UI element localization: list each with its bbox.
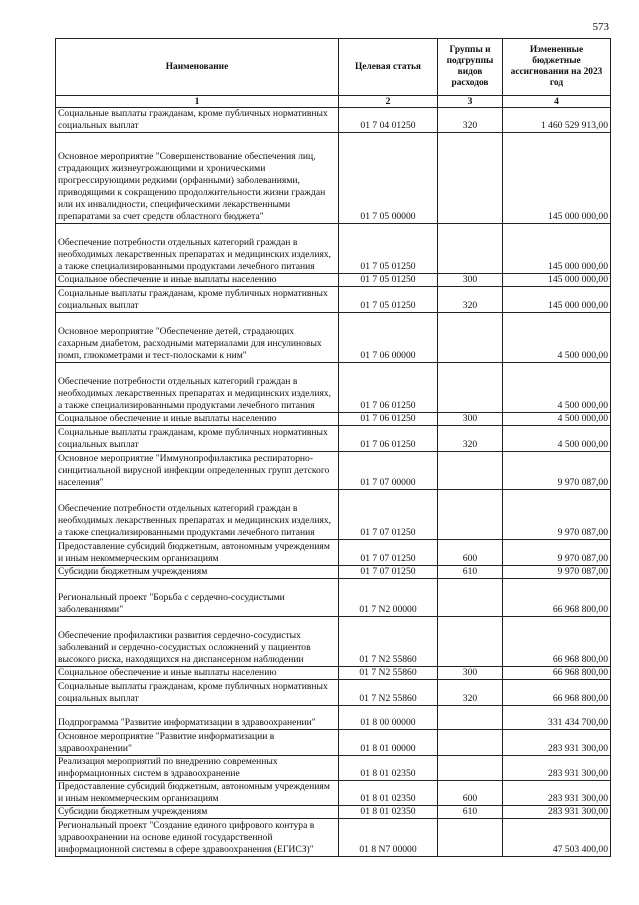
row-name: Обеспечение потребности отдельных категорий граждан в необходимых лекарственных препаратах и медицинских изделиях, а также специализированными продуктами лечебного питания bbox=[56, 224, 339, 274]
row-group-code bbox=[438, 490, 503, 540]
row-target-code: 01 8 01 00000 bbox=[339, 730, 438, 756]
table-row bbox=[56, 313, 611, 363]
row-amount: 1 460 529 913,00 bbox=[503, 108, 611, 133]
row-target-code: 01 8 01 02350 bbox=[339, 806, 438, 819]
row-target-code: 01 7 05 01250 bbox=[339, 274, 438, 287]
row-name: Предоставление субсидий бюджетным, автономным учреждениям и иным некоммерческим организациям bbox=[56, 540, 339, 566]
row-group-code: 600 bbox=[438, 781, 503, 806]
row-target-code: 01 7 07 00000 bbox=[339, 452, 438, 490]
row-target-code: 01 8 00 00000 bbox=[339, 706, 438, 730]
row-target-code: 01 8 01 02350 bbox=[339, 756, 438, 781]
row-group-code bbox=[438, 706, 503, 730]
row-amount: 66 968 800,00 bbox=[503, 680, 611, 706]
header-target: Целевая статья bbox=[339, 39, 438, 96]
row-amount: 283 931 300,00 bbox=[503, 806, 611, 819]
table-row bbox=[56, 680, 611, 706]
row-group-code bbox=[438, 730, 503, 756]
table-row bbox=[56, 426, 611, 452]
table-row bbox=[56, 756, 611, 781]
row-name: Обеспечение потребности отдельных категорий граждан в необходимых лекарственных препаратах и медицинских изделиях, а также специализированными продуктами лечебного питания bbox=[56, 363, 339, 413]
row-amount: 4 500 000,00 bbox=[503, 426, 611, 452]
row-group-code bbox=[438, 819, 503, 857]
row-name: Субсидии бюджетным учреждениям bbox=[56, 566, 339, 579]
row-target-code: 01 7 05 01250 bbox=[339, 287, 438, 313]
column-number: 1 bbox=[56, 96, 339, 108]
page-number: 573 bbox=[592, 21, 609, 33]
row-group-code bbox=[438, 313, 503, 363]
row-group-code: 610 bbox=[438, 566, 503, 579]
table-row bbox=[56, 413, 611, 426]
column-number: 2 bbox=[339, 96, 438, 108]
column-number: 4 bbox=[503, 96, 611, 108]
row-name: Обеспечение потребности отдельных категорий граждан в необходимых лекарственных препаратах и медицинских изделиях, а также специализированными продуктами лечебного питания bbox=[56, 490, 339, 540]
row-target-code: 01 7 07 01250 bbox=[339, 540, 438, 566]
row-name: Предоставление субсидий бюджетным, автономным учреждениям и иным некоммерческим организациям bbox=[56, 781, 339, 806]
row-target-code: 01 7 06 01250 bbox=[339, 413, 438, 426]
table-row bbox=[56, 540, 611, 566]
row-amount: 4 500 000,00 bbox=[503, 313, 611, 363]
row-group-code bbox=[438, 756, 503, 781]
row-target-code: 01 7 05 01250 bbox=[339, 224, 438, 274]
row-amount: 145 000 000,00 bbox=[503, 274, 611, 287]
header-groups: Группы и подгруппы видов расходов bbox=[438, 39, 503, 96]
row-name: Подпрограмма "Развитие информатизации в здравоохранении" bbox=[56, 706, 339, 730]
row-amount: 47 503 400,00 bbox=[503, 819, 611, 857]
row-name: Социальное обеспечение и иные выплаты населению bbox=[56, 667, 339, 680]
table-row bbox=[56, 224, 611, 274]
row-group-code: 320 bbox=[438, 680, 503, 706]
row-name: Основное мероприятие "Развитие информатизации в здравоохранении" bbox=[56, 730, 339, 756]
row-target-code: 01 7 07 01250 bbox=[339, 566, 438, 579]
row-target-code: 01 7 06 01250 bbox=[339, 426, 438, 452]
row-name: Социальные выплаты гражданам, кроме публичных нормативных социальных выплат bbox=[56, 680, 339, 706]
budget-table bbox=[55, 38, 611, 857]
row-amount: 66 968 800,00 bbox=[503, 579, 611, 617]
column-number: 3 bbox=[438, 96, 503, 108]
row-amount: 4 500 000,00 bbox=[503, 413, 611, 426]
row-name: Социальные выплаты гражданам, кроме публичных нормативных социальных выплат bbox=[56, 287, 339, 313]
row-amount: 9 970 087,00 bbox=[503, 452, 611, 490]
table-row bbox=[56, 490, 611, 540]
table-row bbox=[56, 452, 611, 490]
table-row bbox=[56, 667, 611, 680]
row-amount: 9 970 087,00 bbox=[503, 540, 611, 566]
row-target-code: 01 7 N2 55860 bbox=[339, 617, 438, 667]
row-name: Социальное обеспечение и иные выплаты населению bbox=[56, 413, 339, 426]
row-name: Региональный проект "Борьба с сердечно-сосудистыми заболеваниями" bbox=[56, 579, 339, 617]
table-row bbox=[56, 566, 611, 579]
table-row bbox=[56, 617, 611, 667]
row-amount: 331 434 700,00 bbox=[503, 706, 611, 730]
row-target-code: 01 7 07 01250 bbox=[339, 490, 438, 540]
table-row bbox=[56, 781, 611, 806]
row-name: Основное мероприятие "Иммунопрофилактика респираторно-синцитиальной вирусной инфекции определенных групп детского населения" bbox=[56, 452, 339, 490]
row-name: Социальные выплаты гражданам, кроме публичных нормативных социальных выплат bbox=[56, 108, 339, 133]
row-group-code bbox=[438, 133, 503, 224]
table-row bbox=[56, 133, 611, 224]
row-target-code: 01 7 06 01250 bbox=[339, 363, 438, 413]
row-group-code bbox=[438, 617, 503, 667]
row-amount: 145 000 000,00 bbox=[503, 287, 611, 313]
table-header-row bbox=[56, 39, 611, 96]
table-row bbox=[56, 287, 611, 313]
row-name: Региональный проект "Создание единого цифрового контура в здравоохранении на основе единой государственной информационной системы в сфере здравоохранения (ЕГИСЗ)" bbox=[56, 819, 339, 857]
row-target-code: 01 7 N2 55860 bbox=[339, 667, 438, 680]
table-row bbox=[56, 806, 611, 819]
row-group-code bbox=[438, 452, 503, 490]
row-name: Субсидии бюджетным учреждениям bbox=[56, 806, 339, 819]
row-amount: 9 970 087,00 bbox=[503, 566, 611, 579]
row-group-code: 300 bbox=[438, 274, 503, 287]
row-name: Основное мероприятие "Обеспечение детей, страдающих сахарным диабетом, расходными материалами для инсулиновых помп, глюкометрами и тест-полосками к ним" bbox=[56, 313, 339, 363]
row-group-code: 300 bbox=[438, 667, 503, 680]
row-amount: 283 931 300,00 bbox=[503, 756, 611, 781]
row-group-code bbox=[438, 224, 503, 274]
row-amount: 66 968 800,00 bbox=[503, 617, 611, 667]
row-group-code bbox=[438, 579, 503, 617]
row-amount: 283 931 300,00 bbox=[503, 781, 611, 806]
table-row bbox=[56, 108, 611, 133]
row-amount: 4 500 000,00 bbox=[503, 363, 611, 413]
row-target-code: 01 7 06 00000 bbox=[339, 313, 438, 363]
row-amount: 9 970 087,00 bbox=[503, 490, 611, 540]
table-row bbox=[56, 274, 611, 287]
column-number-row bbox=[56, 96, 611, 108]
row-group-code: 600 bbox=[438, 540, 503, 566]
row-name: Обеспечение профилактики развития сердечно-сосудистых заболеваний и сердечно-сосудистых осложнений у пациентов высокого риска, находящихся на диспансерном наблюдении bbox=[56, 617, 339, 667]
row-group-code: 320 bbox=[438, 426, 503, 452]
row-target-code: 01 8 N7 00000 bbox=[339, 819, 438, 857]
row-target-code: 01 8 01 02350 bbox=[339, 781, 438, 806]
row-target-code: 01 7 N2 00000 bbox=[339, 579, 438, 617]
row-target-code: 01 7 04 01250 bbox=[339, 108, 438, 133]
table-row bbox=[56, 706, 611, 730]
row-name: Социальное обеспечение и иные выплаты населению bbox=[56, 274, 339, 287]
table-row bbox=[56, 579, 611, 617]
row-name: Реализация мероприятий по внедрению современных информационных систем в здравоохранение bbox=[56, 756, 339, 781]
row-amount: 66 968 800,00 bbox=[503, 667, 611, 680]
header-amount: Измененные бюджетные ассигнования на 2023 год bbox=[503, 39, 611, 96]
row-group-code: 300 bbox=[438, 413, 503, 426]
row-amount: 283 931 300,00 bbox=[503, 730, 611, 756]
row-amount: 145 000 000,00 bbox=[503, 133, 611, 224]
row-amount: 145 000 000,00 bbox=[503, 224, 611, 274]
row-name: Основное мероприятие "Совершенствование обеспечения лиц, страдающих жизнеугрожающими и хроническими прогрессирующими редкими (орфанными) заболеваниями, приводящими к сокращению продолжительности жизни граждан или их инвалидности, специфическими лекарственными препаратами за счет средств областного бюджета" bbox=[56, 133, 339, 224]
table-row bbox=[56, 363, 611, 413]
row-name: Социальные выплаты гражданам, кроме публичных нормативных социальных выплат bbox=[56, 426, 339, 452]
row-target-code: 01 7 05 00000 bbox=[339, 133, 438, 224]
row-group-code: 320 bbox=[438, 287, 503, 313]
row-group-code: 610 bbox=[438, 806, 503, 819]
table-row bbox=[56, 819, 611, 857]
row-target-code: 01 7 N2 55860 bbox=[339, 680, 438, 706]
header-name: Наименование bbox=[56, 39, 339, 96]
row-group-code: 320 bbox=[438, 108, 503, 133]
table-row bbox=[56, 730, 611, 756]
row-group-code bbox=[438, 363, 503, 413]
